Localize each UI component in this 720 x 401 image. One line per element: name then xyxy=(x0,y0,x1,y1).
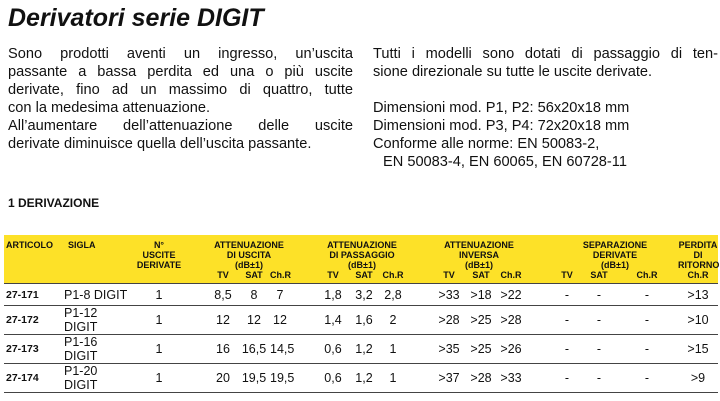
cell-ai-chr: >26 xyxy=(498,335,524,364)
header-att-inversa xyxy=(434,235,524,270)
spec-table-wrapper xyxy=(4,235,718,393)
cell-ai-chr: >22 xyxy=(498,284,524,306)
sub-sat: SAT xyxy=(245,270,263,280)
header-line: DI USCITA xyxy=(226,250,272,260)
table-row xyxy=(4,306,718,335)
header-line: INVERSA xyxy=(458,250,499,260)
cell-ap-chr: 2 xyxy=(380,306,406,335)
cell-ai-chr: >33 xyxy=(498,364,524,393)
cell-sd-tv: - xyxy=(552,306,582,335)
header-line: (dB±1) xyxy=(235,260,263,270)
sub-tv: TV xyxy=(561,270,573,280)
cell-ai-tv: >35 xyxy=(434,335,464,364)
cell-ap-tv: 0,6 xyxy=(318,364,348,393)
cell-au-tv: 12 xyxy=(208,306,238,335)
cell-au-sat: 16,5 xyxy=(238,335,270,364)
cell-sigla: P1-12 DIGIT xyxy=(56,306,134,335)
cell-ai-tv: >33 xyxy=(434,284,464,306)
spec-line: Conforme alle norme: EN 50083-2, xyxy=(373,136,600,152)
header-att-uscita xyxy=(208,235,290,270)
cell-ap-chr: 2,8 xyxy=(380,284,406,306)
spec-table xyxy=(4,235,718,393)
header-line: N° xyxy=(153,240,165,250)
cell-au-tv: 20 xyxy=(208,364,238,393)
cell-sigla: P1-8 DIGIT xyxy=(56,284,134,306)
cell-ap-chr: 1 xyxy=(380,364,406,393)
spec-line: Dimensioni mod. P3, P4: 72x20x18 mm xyxy=(373,118,630,134)
sub-tv: TV xyxy=(443,270,455,280)
cell-sd-sat: - xyxy=(582,364,616,393)
cell-ai-tv: >37 xyxy=(434,364,464,393)
cell-ap-tv: 1,8 xyxy=(318,284,348,306)
cell-sd-tv: - xyxy=(552,284,582,306)
table-header-row xyxy=(4,235,718,270)
cell-sigla: P1-16 DIGIT xyxy=(56,335,134,364)
section-title: 1 DERIVAZIONE xyxy=(8,196,100,210)
cell-sd-sat: - xyxy=(582,335,616,364)
spec-line: EN 50083-4, EN 60065, EN 60728-11 xyxy=(383,154,627,170)
right-line: sione direzionale su tutte le uscite derivate. xyxy=(373,64,653,80)
table-row xyxy=(4,364,718,393)
sub-tv: TV xyxy=(327,270,339,280)
right-line: Tutti i modelli sono dotati di passaggio di ten- xyxy=(373,46,718,62)
sub-tv: TV xyxy=(217,270,229,280)
cell-ai-sat: >25 xyxy=(464,306,498,335)
cell-n: 1 xyxy=(134,335,184,364)
cell-pr: >10 xyxy=(678,306,718,335)
header-line: DI PASSAGGIO xyxy=(329,250,395,260)
cell-au-sat: 12 xyxy=(238,306,270,335)
header-line: ATTENUAZIONE xyxy=(327,240,397,250)
cell-sd-chr: - xyxy=(616,335,678,364)
cell-pr: >9 xyxy=(678,364,718,393)
cell-code: 27-173 xyxy=(4,335,56,364)
cell-n: 1 xyxy=(134,306,184,335)
cell-ap-sat: 1,2 xyxy=(348,335,380,364)
cell-sd-chr: - xyxy=(616,306,678,335)
left-line: derivate, fino ad un massimo di quattro, tutte xyxy=(8,82,353,98)
table-row xyxy=(4,284,718,306)
sub-sat: SAT xyxy=(355,270,373,280)
cell-sd-chr: - xyxy=(616,364,678,393)
header-line: DI RITORNO xyxy=(678,250,720,270)
cell-ap-tv: 1,4 xyxy=(318,306,348,335)
header-uscite xyxy=(134,235,184,270)
sub-perdita-chr: Ch.R xyxy=(687,270,709,280)
header-perdita xyxy=(678,235,718,270)
header-sigla: SIGLA xyxy=(68,240,96,250)
cell-ap-chr: 1 xyxy=(380,335,406,364)
sub-sat: SAT xyxy=(590,270,608,280)
cell-ap-tv: 0,6 xyxy=(318,335,348,364)
header-line: SEPARAZIONE xyxy=(582,240,648,250)
table-row xyxy=(4,335,718,364)
cell-ai-sat: >25 xyxy=(464,335,498,364)
cell-n: 1 xyxy=(134,364,184,393)
cell-ai-sat: >18 xyxy=(464,284,498,306)
cell-au-sat: 19,5 xyxy=(238,364,270,393)
intro-text-left xyxy=(8,45,353,153)
sub-chr: Ch.R xyxy=(270,270,291,280)
left-line: passante a bassa perdita ed una o più uscite xyxy=(8,64,353,80)
cell-au-tv: 16 xyxy=(208,335,238,364)
cell-ap-sat: 1,2 xyxy=(348,364,380,393)
spec-line: Dimensioni mod. P1, P2: 56x20x18 mm xyxy=(373,100,630,116)
header-line: ATTENUAZIONE xyxy=(444,240,514,250)
cell-code: 27-174 xyxy=(4,364,56,393)
sub-chr: Ch.R xyxy=(636,270,658,280)
page-title: Derivatori serie DIGIT xyxy=(8,4,264,32)
cell-pr: >13 xyxy=(678,284,718,306)
header-line: (dB±1) xyxy=(348,260,376,270)
cell-au-tv: 8,5 xyxy=(208,284,238,306)
cell-au-chr: 7 xyxy=(270,284,290,306)
sub-chr: Ch.R xyxy=(382,270,404,280)
cell-ai-chr: >28 xyxy=(498,306,524,335)
cell-au-chr: 14,5 xyxy=(270,335,290,364)
header-line: DERIVATE xyxy=(592,250,638,260)
cell-sd-sat: - xyxy=(582,306,616,335)
sub-sat: SAT xyxy=(472,270,490,280)
left-line: Sono prodotti aventi un ingresso, un’uscita xyxy=(8,46,353,62)
header-line: (dB±1) xyxy=(601,260,629,270)
header-line: PERDITA xyxy=(678,240,718,250)
cell-sd-chr: - xyxy=(616,284,678,306)
cell-ap-sat: 1,6 xyxy=(348,306,380,335)
cell-ap-sat: 3,2 xyxy=(348,284,380,306)
header-line: DERIVATE xyxy=(136,260,182,270)
header-line: (dB±1) xyxy=(465,260,493,270)
cell-code: 27-171 xyxy=(4,284,56,306)
intro-text-right xyxy=(373,45,718,171)
cell-sd-tv: - xyxy=(552,335,582,364)
header-separazione xyxy=(552,235,678,270)
header-att-passaggio xyxy=(318,235,406,270)
cell-pr: >15 xyxy=(678,335,718,364)
cell-au-chr: 19,5 xyxy=(270,364,290,393)
cell-sd-sat: - xyxy=(582,284,616,306)
left-line: All’aumentare dell’attenuazione delle uscite xyxy=(8,118,353,134)
cell-ai-tv: >28 xyxy=(434,306,464,335)
cell-n: 1 xyxy=(134,284,184,306)
cell-au-sat: 8 xyxy=(238,284,270,306)
table-subheader-row xyxy=(4,270,718,284)
cell-sigla: P1-20 DIGIT xyxy=(56,364,134,393)
left-line: con la medesima attenuazione. xyxy=(8,100,211,116)
cell-sd-tv: - xyxy=(552,364,582,393)
header-articolo: ARTICOLO xyxy=(6,240,53,250)
cell-code: 27-172 xyxy=(4,306,56,335)
header-line: USCITE xyxy=(142,250,176,260)
left-line: derivate diminuisce quella dell’uscita passante. xyxy=(8,136,312,152)
cell-au-chr: 12 xyxy=(270,306,290,335)
header-line: ATTENUAZIONE xyxy=(214,240,284,250)
sub-chr: Ch.R xyxy=(500,270,522,280)
cell-ai-sat: >28 xyxy=(464,364,498,393)
